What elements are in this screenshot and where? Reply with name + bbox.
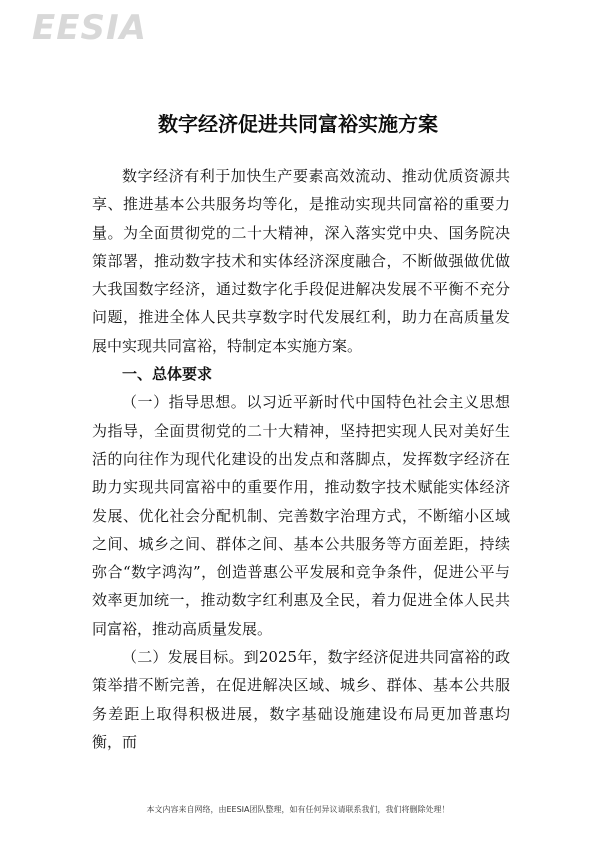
footer-notice: 本文内容来自网络，由EESIA团队整理，如有任何异议请联系我们，我们将删除处理！: [146, 805, 450, 814]
document-title: 数字经济促进共同富裕实施方案: [158, 112, 438, 136]
guiding-ideology-paragraph: （一）指导思想。以习近平新时代中国特色社会主义思想为指导，全面贯彻党的二十大精神，坚持把实现人民对美好生活的向往作为现代化建设的出发点和落脚点，发挥数字经济在助力实现共同富裕中的重要作用，推动数字技术赋能实体经济发展、优化社会分配机制、完善数字治理方式，不断缩小区域之间、城乡之间、群体之间、基本公共服务等方面差距，持续弥合“数字鸿沟”，创造普惠公平发展和竞争条件，促进公平与效率更加统一，推动数字红利惠及全民，着力促进全体人民共同富裕，推动高质量发展。: [92, 393, 510, 638]
intro-paragraph: 数字经济有利于加快生产要素高效流动、推动优质资源共享、推进基本公共服务均等化，是推动实现共同富裕的重要力量。为全面贯彻党的二十大精神，深入落实党中央、国务院决策部署，推动数字技术和实体经济深度融合，不断做强做优做大我国数字经济，通过数字化手段促进解决发展不平衡不充分问题，推进全体人民共享数字时代发展红利，助力在高质量发展中实现共同富裕，特制定本实施方案。: [92, 167, 510, 355]
eesia-logo: EESIA: [32, 8, 147, 48]
document-body: [92, 162, 510, 756]
development-goals-paragraph: （二）发展目标。到2025年，数字经济促进共同富裕的政策举措不断完善，在促进解决区域、城乡、群体、基本公共服务差距上取得积极进展，数字基础设施建设布局更加普惠均衡，而: [92, 648, 510, 751]
section-heading-general-requirements: 一、总体要求: [122, 365, 213, 384]
